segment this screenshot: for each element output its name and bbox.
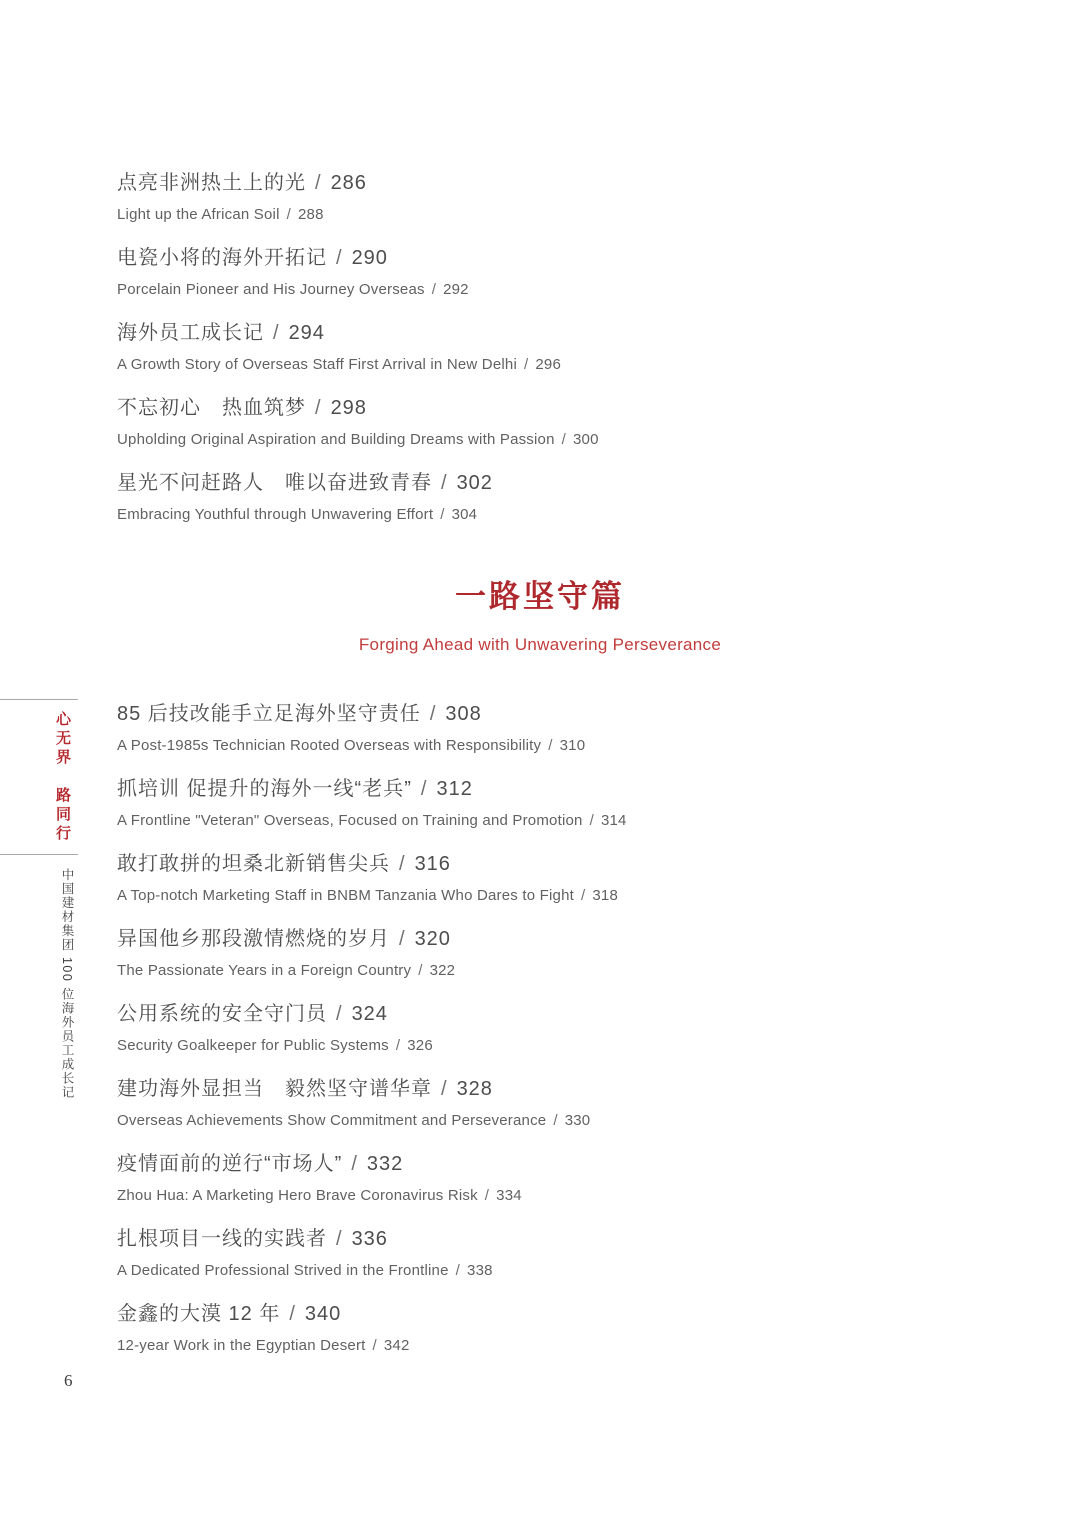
toc-entry-en-page: 300 — [573, 431, 599, 448]
toc-entry — [117, 1301, 997, 1356]
toc-entry-en-line — [117, 1336, 997, 1356]
toc-separator: / — [315, 172, 322, 194]
toc-entry-cn-line — [117, 170, 997, 196]
toc-entry-cn-page: 316 — [414, 853, 451, 875]
toc-entry-en-title: Porcelain Pioneer and His Journey Overseas — [117, 281, 425, 298]
toc-entry-cn-line — [117, 701, 997, 727]
toc-separator: / — [523, 356, 529, 373]
toc-entry-cn-page: 320 — [414, 928, 451, 950]
toc-separator: / — [395, 1037, 401, 1054]
toc-entry-cn-title: 点亮非洲热土上的光 — [117, 172, 306, 194]
toc-entry-en-page: 292 — [443, 281, 469, 298]
toc-entry-en-title: The Passionate Years in a Foreign Country — [117, 962, 412, 979]
toc-entry-cn-title: 建功海外显担当 毅然坚守谱华章 — [117, 1078, 432, 1100]
page-number: 6 — [64, 1371, 73, 1390]
toc-entry-cn-title: 不忘初心 热血筑梦 — [117, 397, 306, 419]
sidebar-rule-top — [0, 699, 78, 700]
toc-entry-en-line — [117, 205, 997, 225]
toc-entry-cn-title: 疫情面前的逆行“市场人” — [117, 1153, 343, 1175]
toc-entry-en-title: Security Goalkeeper for Public Systems — [117, 1037, 389, 1054]
toc-separator: / — [399, 853, 406, 875]
toc-separator: / — [441, 472, 448, 494]
toc-separator: / — [351, 1153, 358, 1175]
toc-entry-en-title: A Dedicated Professional Strived in the Frontline — [117, 1262, 449, 1279]
toc-entry-en-page: 326 — [407, 1037, 433, 1054]
toc-entry-cn-line — [117, 1001, 997, 1027]
toc-entry-cn-page: 294 — [288, 322, 325, 344]
toc-separator: / — [431, 281, 437, 298]
toc-entry-cn-page: 312 — [436, 778, 473, 800]
toc-entry-cn-page: 298 — [330, 397, 367, 419]
toc-entry-en-line — [117, 961, 997, 981]
toc-entry-cn-line — [117, 1301, 997, 1327]
toc-separator: / — [286, 206, 291, 223]
toc-entry — [117, 470, 997, 525]
toc-entry — [117, 395, 997, 450]
toc-separator: / — [561, 431, 567, 448]
toc-entry-en-line — [117, 736, 997, 756]
toc-entry-cn-page: 302 — [456, 472, 493, 494]
toc-entry-cn-line — [117, 395, 997, 421]
toc-entry-en-line — [117, 1111, 997, 1131]
toc-entry-cn-line — [117, 470, 997, 496]
toc-entry-en-title: 12-year Work in the Egyptian Desert — [117, 1337, 366, 1354]
toc-entry-cn-title: 敢打敢拼的坦桑北新销售尖兵 — [117, 853, 390, 875]
toc-entry-cn-title: 85 后技改能手立足海外坚守责任 — [117, 703, 421, 725]
sidebar-booktitle-wrap — [0, 868, 78, 1099]
toc-separator: / — [589, 812, 594, 829]
toc-separator: / — [273, 322, 280, 344]
toc-entry-en-page: 322 — [429, 962, 456, 979]
toc-separator: / — [429, 703, 437, 725]
toc-entry-cn-page: 332 — [366, 1153, 404, 1175]
toc-entry-cn-title: 公用系统的安全守门员 — [117, 1003, 327, 1025]
toc-entry — [117, 851, 997, 906]
toc-separator: / — [372, 1337, 377, 1354]
toc-entry-cn-title: 金鑫的大漠 12 年 — [117, 1303, 281, 1325]
toc-separator: / — [399, 928, 406, 950]
toc-entry — [117, 1151, 997, 1206]
section-title-chinese: 一路坚守篇 — [455, 579, 625, 614]
sidebar-slogan-wrap — [0, 711, 78, 844]
toc-entry — [117, 170, 997, 225]
toc-separator: / — [484, 1187, 490, 1204]
toc-entry-en-line — [117, 1036, 997, 1056]
toc-entry — [117, 701, 997, 756]
toc-entry-cn-line — [117, 1076, 997, 1102]
toc-separator: / — [581, 887, 586, 904]
toc-entry-cn-page: 340 — [304, 1303, 342, 1325]
toc-entry — [117, 1226, 997, 1281]
toc-entry — [117, 776, 997, 831]
toc-entry-cn-page: 336 — [351, 1228, 388, 1250]
toc-entry-cn-title: 星光不问赶路人 唯以奋进致青春 — [117, 472, 432, 494]
toc-separator: / — [289, 1303, 296, 1325]
toc-entry-en-title: A Frontline "Veteran" Overseas, Focused on Training and Promotion — [117, 812, 583, 829]
toc-separator: / — [553, 1112, 558, 1129]
toc-entry-en-page: 318 — [592, 887, 619, 904]
toc-entry-en-page: 296 — [535, 356, 561, 373]
toc-entry-en-page: 338 — [467, 1262, 493, 1279]
toc-entry-en-line — [117, 280, 997, 300]
toc-entry-en-line — [117, 505, 997, 525]
toc-entry-en-title: Light up the African Soil — [117, 206, 280, 223]
toc-separator: / — [455, 1262, 461, 1279]
toc-entry-en-title: Overseas Achievements Show Commitment and Perseverance — [117, 1112, 547, 1129]
toc-entry-cn-title: 抓培训 促提升的海外一线“老兵” — [117, 778, 412, 800]
sidebar-slogan-vertical-text: 心无界 路同行 — [54, 711, 71, 844]
toc-separator: / — [336, 1228, 343, 1250]
toc-entry — [117, 245, 997, 300]
toc-entry-en-line — [117, 886, 997, 906]
toc-entry-cn-page: 286 — [330, 172, 367, 194]
toc-entry-en-page: 310 — [559, 737, 586, 754]
toc-entry-cn-title: 电瓷小将的海外开拓记 — [117, 247, 327, 269]
toc-entry-cn-line — [117, 1151, 997, 1177]
toc-entry-cn-line — [117, 851, 997, 877]
toc-entry-cn-title: 扎根项目一线的实践者 — [117, 1228, 327, 1250]
toc-entry-cn-line — [117, 320, 997, 346]
toc-entry — [117, 1076, 997, 1131]
section-title-english: Forging Ahead with Unwavering Perseverance — [358, 635, 722, 654]
toc-separator: / — [336, 1003, 343, 1025]
toc-separator: / — [441, 1078, 448, 1100]
toc-entry-en-line — [117, 355, 997, 375]
toc-separator: / — [315, 397, 322, 419]
toc-separator: / — [440, 506, 445, 523]
sidebar — [0, 699, 78, 1099]
toc-entry-cn-title: 海外员工成长记 — [117, 322, 264, 344]
toc-entry-en-line — [117, 811, 997, 831]
toc-entry-en-title: Embracing Youthful through Unwavering Effort — [117, 506, 434, 523]
toc-entry-en-title: A Post-1985s Technician Rooted Overseas with Responsibility — [117, 737, 542, 754]
toc-entry-en-title: Upholding Original Aspiration and Building Dreams with Passion — [117, 431, 555, 448]
toc-entry-en-title: A Growth Story of Overseas Staff First Arrival in New Delhi — [117, 356, 517, 373]
toc-entry-en-page: 334 — [496, 1187, 522, 1204]
toc-separator: / — [548, 737, 553, 754]
toc-entry-cn-line — [117, 245, 997, 271]
toc-entry-en-page: 304 — [451, 506, 478, 523]
toc-entry-cn-line — [117, 1226, 997, 1252]
toc-entry — [117, 320, 997, 375]
toc-entry-en-page: 330 — [564, 1112, 591, 1129]
toc-entry-cn-page: 324 — [351, 1003, 388, 1025]
toc-entry-cn-page: 328 — [456, 1078, 493, 1100]
section-divider — [0, 571, 1080, 655]
toc-entry-cn-line — [117, 926, 997, 952]
toc-separator: / — [420, 778, 428, 800]
toc-entry-cn-line — [117, 776, 997, 802]
toc-list-part1 — [117, 170, 997, 545]
toc-entry-en-page: 342 — [383, 1337, 410, 1354]
toc-list-part2 — [117, 701, 997, 1376]
sidebar-book-title-vertical-text: 中国建材集团 100 位海外员工成长记 — [60, 868, 74, 1100]
toc-separator: / — [336, 247, 343, 269]
toc-entry-cn-title: 异国他乡那段激情燃烧的岁月 — [117, 928, 390, 950]
toc-entry-en-title: A Top-notch Marketing Staff in BNBM Tanzania Who Dares to Fight — [117, 887, 574, 904]
toc-entry-en-line — [117, 1186, 997, 1206]
toc-entry-cn-page: 290 — [351, 247, 388, 269]
toc-entry-en-line — [117, 430, 997, 450]
sidebar-rule-bottom — [0, 854, 78, 855]
toc-entry — [117, 926, 997, 981]
toc-separator: / — [418, 962, 423, 979]
toc-entry-en-title: Zhou Hua: A Marketing Hero Brave Coronavirus Risk — [117, 1187, 478, 1204]
toc-entry — [117, 1001, 997, 1056]
toc-entry-en-page: 288 — [297, 206, 324, 223]
toc-entry-cn-page: 308 — [445, 703, 482, 725]
toc-entry-en-line — [117, 1261, 997, 1281]
toc-entry-en-page: 314 — [600, 812, 627, 829]
